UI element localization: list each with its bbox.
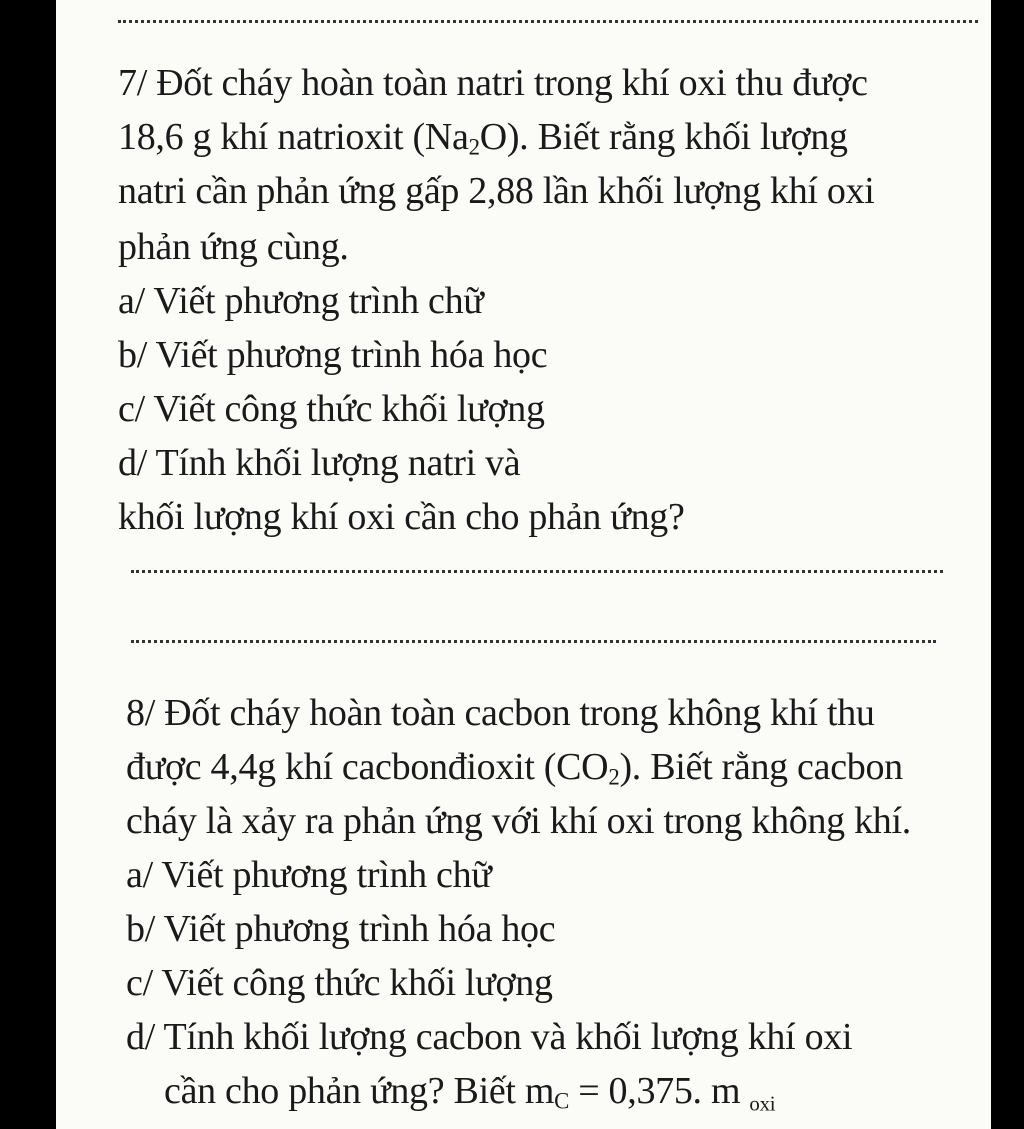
problem-7-item-a: a/ Viết phương trình chữ: [118, 280, 484, 322]
document-content: [56, 0, 991, 1129]
problem-7-item-b: b/ Viết phương trình hóa học: [118, 334, 548, 376]
problem-8-item-c: c/ Viết công thức khối lượng: [126, 962, 553, 1004]
problem-7-line-4: phản ứng cùng.: [118, 226, 349, 268]
problem-7-item-d-line-1: d/ Tính khối lượng natri và: [118, 442, 521, 484]
problem-7-line-2: 18,6 g khí natrioxit $(Na_2O)$. Biết rằng khối lượng: [118, 116, 848, 160]
problem-8-item-a: a/ Viết phương trình chữ: [126, 854, 492, 896]
problem-8-item-d-line-2: cần cho phản ứng? Biết $m_C = 0,375$. m $_{oxi}$: [164, 1070, 776, 1116]
paper-page: [56, 0, 991, 1129]
problem-8-line-3: cháy là xảy ra phản ứng với khí oxi trong không khí.: [126, 800, 911, 842]
problem-8-line-1: 8/ Đốt cháy hoàn toàn cacbon trong không khí thu: [126, 692, 875, 734]
dotted-answer-line: [131, 640, 936, 643]
problem-8-item-d-line-1: d/ Tính khối lượng cacbon và khối lượng khí oxi: [126, 1016, 853, 1058]
problem-7-line-1: 7/ Đốt cháy hoàn toàn natri trong khí oxi thu được: [118, 62, 868, 104]
problem-8-line-2: được 4,4g khí cacbonđioxit $(CO_2)$. Biết rằng cacbon: [126, 746, 903, 790]
problem-7-item-c: c/ Viết công thức khối lượng: [118, 388, 545, 430]
dotted-answer-line: [118, 20, 978, 23]
problem-7-item-d-line-2: khối lượng khí oxi cần cho phản ứng?: [118, 496, 685, 538]
dotted-answer-line: [131, 570, 943, 573]
problem-8-item-b: b/ Viết phương trình hóa học: [126, 908, 556, 950]
problem-7-line-3: natri cần phản ứng gấp 2,88 lần khối lượng khí oxi: [118, 170, 875, 212]
